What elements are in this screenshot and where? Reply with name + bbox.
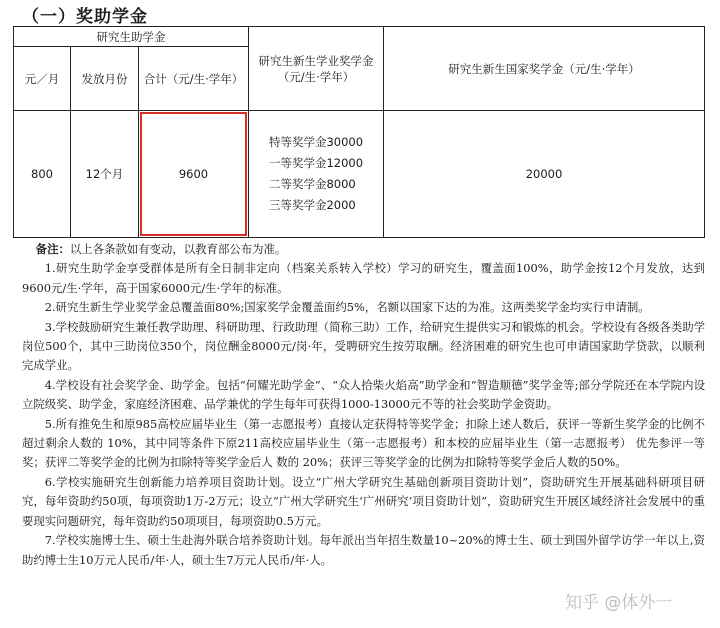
award-third: 三等奖学金2000 bbox=[268, 198, 356, 213]
total-header: 合计（元/生·学年） bbox=[139, 47, 249, 111]
notes-intro: 备注：以上各条款如有变动，以教育部公布为准。 bbox=[35, 242, 287, 256]
award-special: 特等奖学金30000 bbox=[268, 135, 364, 150]
total-value-cell bbox=[139, 111, 249, 238]
national-scholarship-value: 20000 bbox=[384, 111, 705, 238]
note-item-1: 1.研究生助学金享受群体是所有全日制非定向（档案关系转入学校）学习的研究生，覆盖面100%，助学金按12个月发放，达到9600元/生·学年，高于国家6000元/生·学年的标准。 bbox=[22, 261, 705, 295]
yuan-per-month-header: 元／月 bbox=[14, 47, 71, 111]
note-item-5: 5.所有推免生和原985高校应届毕业生（第一志愿报考）直接认定获得特等奖学金；扣除上述人数后，获评一等新生奖学金的比例不超过剩余人数的 10%，其中同等条件下原211高校应届毕业生（第一志愿报考）和本校的应届毕业生（第一志愿报考） 优先参评一等奖；获评二等奖学金的比例为扣除特等奖学金后人 数的 20%；获评三等奖学金的比例为扣除特等奖学金后人数的50%。 bbox=[22, 416, 705, 470]
national-scholarship-header: 研究生新生国家奖学金（元/生·学年） bbox=[384, 27, 705, 111]
scholarship-table bbox=[13, 26, 705, 238]
total-value: 9600 bbox=[178, 167, 209, 182]
section-heading: （一）奖助学金 bbox=[22, 7, 148, 27]
watermark: 知乎 @体外一 bbox=[565, 593, 673, 613]
note-item-2: 2.研究生新生学业奖学金总覆盖面80%;国家奖学金覆盖面约5%，名额以国家下达的为准。这两类奖学金均实行申请制。 bbox=[44, 300, 650, 315]
group-header: 研究生助学金 bbox=[14, 27, 249, 47]
award-second: 二等奖学金8000 bbox=[268, 177, 356, 192]
academic-scholarship-header: 研究生新生学业奖学金（元/生·学年） bbox=[249, 27, 384, 111]
notes-section bbox=[22, 240, 705, 570]
note-item-6: 6.学校实施研究生创新能力培养项目资助计划。设立“广州大学研究生基础创新项目资助计划”，资助研究生开展基础科研项目研究，每年资助约50项，每项资助1万-2万元；设立“广州大学研究生‘广州研究’项目资助计划”，资助研究生开展区域经济社会发展中的重要现实问题研究，每年资助约50项项目，每项资助0.5万元。 bbox=[22, 474, 705, 528]
note-item-3: 3.学校鼓励研究生兼任教学助理、科研助理、行政助理（简称三助）工作，给研究生提供实习和锻炼的机会。学校设有各级各类助学岗位500个，其中三助岗位350个，岗位酬金8000元/岗·年，受聘研究生按劳取酬。经济困难的研究生也可申请国家助学贷款，以顺利完成学业。 bbox=[22, 319, 705, 373]
note-item-4: 4.学校设有社会奖学金、助学金。包括“何耀光助学金”、“众人拾柴火焰高”助学金和“智造顺德”奖学金等;部分学院还在本学院内设立院级奖、助学金，家庭经济困难、品学兼优的学生每年可获得1000-13000元不等的社会奖助学金资助。 bbox=[22, 377, 705, 412]
award-first: 一等奖学金12000 bbox=[268, 156, 364, 171]
yuan-per-month-value: 800 bbox=[14, 111, 71, 238]
highlight-box bbox=[140, 112, 247, 236]
months-header: 发放月份 bbox=[71, 47, 139, 111]
months-value: 12个月 bbox=[71, 111, 139, 238]
note-item-7: 7.学校实施博士生、硕士生赴海外联合培养资助计划。每年派出当年招生数量10~20%的博士生、硕士到国外留学访学一年以上,资助约博士生10万元人民币/年·人，硕士生7万元人民币/年·人。 bbox=[22, 533, 705, 567]
academic-scholarship-values bbox=[249, 111, 384, 238]
